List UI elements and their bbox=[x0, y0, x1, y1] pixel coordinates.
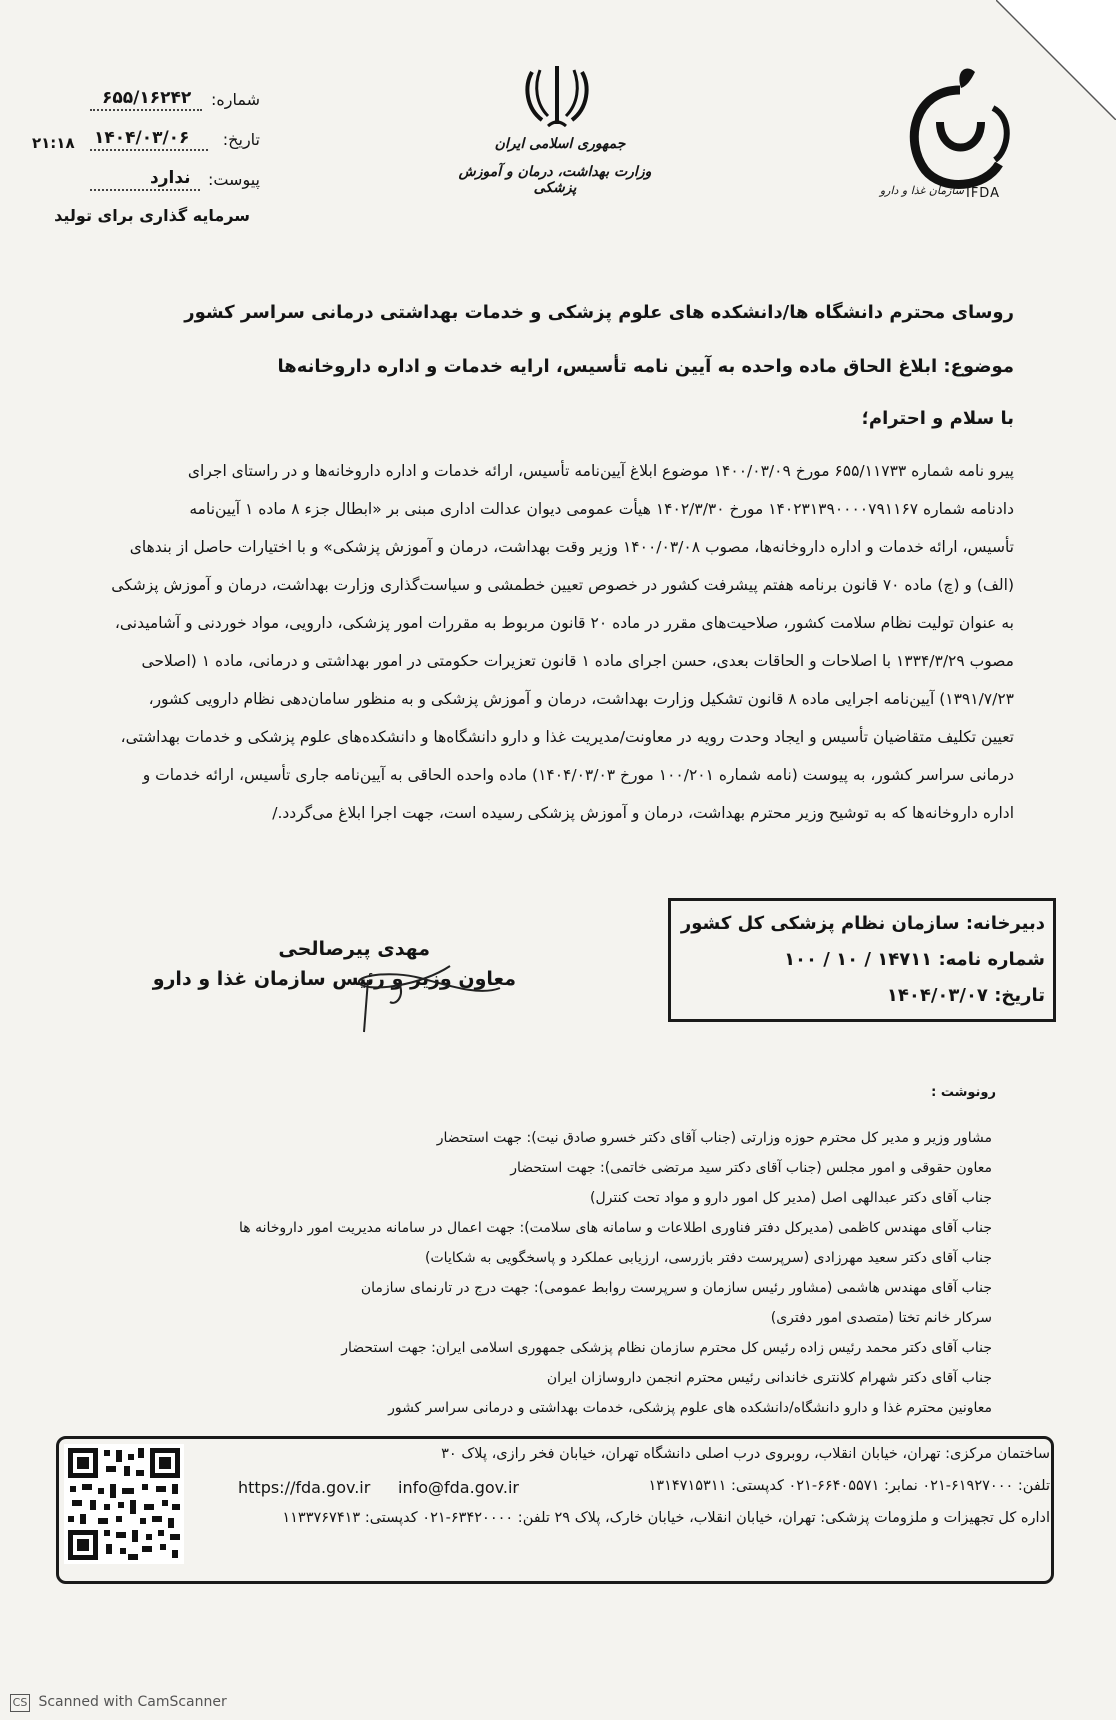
stamp-secretariat: دبیرخانه: سازمان نظام پزشکی کل کشور bbox=[680, 913, 1045, 934]
footer-contact: تلفن: ۶۱۹۲۷۰۰۰-۰۲۱ نمابر: ۶۶۴۰۵۵۷۱-۰۲۱ کدپستی: ۱۳۱۴۷۱۵۳۱۱ bbox=[648, 1478, 1050, 1494]
camscanner-text: Scanned with CamScanner bbox=[38, 1694, 227, 1710]
greeting-line: با سلام و احترام؛ bbox=[861, 408, 1014, 429]
letter-date-row bbox=[90, 126, 260, 158]
body-line: دادنامه شماره ۱۴۰۲۳۱۳۹۰۰۰۰۷۹۱۱۶۷ مورخ ۱۴۰۲/۳/۳۰ هیأت عمومی دیوان عدالت اداری مبنی بر «ابطال جزء ۸ ماده ۱ آیین‌نامه bbox=[189, 500, 1014, 518]
letter-date-label: تاریخ: bbox=[222, 130, 260, 149]
body-line: پیرو نامه شماره ۶۵۵/۱۱۷۳۳ مورخ ۱۴۰۰/۰۳/۰۹ موضوع ابلاغ آیین‌نامه تأسیس، ارائه خدمات و اداره داروخانه‌ها و در راستای اجرای bbox=[187, 462, 1014, 480]
cc-title: رونوشت : bbox=[931, 1085, 996, 1100]
subject-line: موضوع: ابلاغ الحاق ماده واحده به آیین نامه تأسیس، ارایه خدمات و اداره داروخانه‌ها bbox=[277, 356, 1014, 377]
attachment-label: پیوست: bbox=[207, 170, 260, 189]
attachment-row bbox=[90, 166, 260, 198]
letter-number-value: ۶۵۵/۱۶۲۴۲ bbox=[102, 88, 192, 108]
body-line: به عنوان تولیت نظام سلامت کشور، صلاحیت‌های مقرر در ماده ۲۰ قانون مربوط به مقررات امور پزشکی، دارویی، مواد خوردنی و آشامیدنی، bbox=[114, 614, 1014, 632]
handwritten-signature-icon bbox=[300, 926, 540, 1036]
signer-name: مهدی پیرصالحی bbox=[278, 938, 430, 960]
footer-website-link[interactable]: https://fda.gov.ir bbox=[238, 1478, 371, 1497]
letter-date-value: ۱۴۰۴/۰۳/۰۶ bbox=[94, 128, 190, 148]
body-line: (الف) و (چ) ماده ۷۰ قانون برنامه هفتم پیشرفت کشور در خصوص تعیین خطمشی و سیاست‌گذاری وزارت بهداشت، درمان و آموزش پزشکی bbox=[111, 576, 1014, 594]
qr-code-icon bbox=[64, 1444, 184, 1564]
cc-item: جناب آقای دکتر سعید مهرزادی (سرپرست دفتر بازرسی، ارزیابی عملکرد و پاسخگویی به شکایات) bbox=[425, 1250, 992, 1266]
body-line: مصوب ۱۳۳۴/۳/۲۹ با اصلاحات و الحاقات بعدی، حسن اجرای ماده ۱ قانون تعزیرات حکومتی در امور بهداشتی و درمانی، ماده ۱ (اصلاحی bbox=[141, 652, 1014, 670]
cc-item: جناب آقای مهندس کاظمی (مدیرکل دفتر فناوری اطلاعات و سامانه های سلامت): جهت اعمال در سامانه مدیریت امور داروخانه ها bbox=[239, 1220, 992, 1236]
cc-item: مشاور وزیر و مدیر کل محترم حوزه وزارتی (جناب آقای دکتر خسرو صادق نیت): جهت استحضار bbox=[436, 1130, 992, 1146]
body-line: ۱۳۹۱/۷/۲۳) آیین‌نامه اجرایی ماده ۸ قانون تشکیل وزارت بهداشت، درمان و آموزش پزشکی و به منظور سامان‌دهی نظام دارویی کشور، bbox=[148, 690, 1014, 708]
secretariat-stamp bbox=[668, 898, 1056, 1022]
body-line: تأسیس، ارائه خدمات و اداره داروخانه‌ها، مصوب ۱۴۰۰/۰۳/۰۸ وزیر وقت بهداشت، درمان و آموزش پزشکی» و با اختیارات حاصل از بندهای bbox=[129, 538, 1014, 556]
footer-email-link[interactable]: info@fda.gov.ir bbox=[398, 1478, 519, 1497]
cc-item: معاون حقوقی و امور مجلس (جناب آقای دکتر سید مرتضی خاتمی): جهت استحضار bbox=[510, 1160, 992, 1176]
dotted-underline bbox=[90, 188, 200, 191]
footer-address: ساختمان مرکزی: تهران، خیابان انقلاب، روبروی درب اصلی دانشگاه تهران، خیابان فخر رازی، پلاک ۳۰ bbox=[441, 1446, 1050, 1462]
body-line: درمانی سراسر کشور، به پیوست (نامه شماره ۱۰۰/۲۰۱ مورخ ۱۴۰۴/۰۳/۰۳) ماده واحده الحاقی به آیین‌نامه جاری تأسیس، ارائه خدمات و bbox=[142, 766, 1014, 784]
ifda-caption: سازمان غذا و دارو bbox=[879, 184, 964, 197]
cc-item: جناب آقای دکتر عبدالهی اصل (مدیر کل امور دارو و مواد تحت کنترل) bbox=[590, 1190, 992, 1206]
cc-item: معاونین محترم غذا و دارو دانشگاه/دانشکده های علوم پزشکی، خدمات بهداشتی و درمانی سراسر کشور bbox=[388, 1400, 992, 1416]
body-line: اداره داروخانه‌ها که به توشیح وزیر محترم بهداشت، درمان و آموزش پزشکی رسیده است، جهت اجرا ابلاغ می‌گردد./ bbox=[272, 804, 1014, 822]
letter-number-label: شماره: bbox=[210, 90, 260, 109]
dotted-underline bbox=[90, 108, 202, 111]
camscanner-watermark bbox=[10, 1694, 227, 1712]
cc-item: جناب آقای دکتر محمد رئیس زاده رئیس کل محترم سازمان نظام پزشکی جمهوری اسلامی ایران: جهت استحضار bbox=[341, 1340, 992, 1356]
recipient-line: روسای محترم دانشگاه ها/دانشکده های علوم پزشکی و خدمات بهداشتی درمانی سراسر کشور bbox=[184, 302, 1014, 323]
cc-item: سرکار خانم تختا (متصدی امور دفتری) bbox=[770, 1310, 992, 1326]
cc-item: جناب آقای مهندس هاشمی (مشاور رئیس سازمان و سرپرست روابط عمومی): جهت درج در تارنمای سازمان bbox=[360, 1280, 992, 1296]
dotted-underline bbox=[90, 148, 208, 151]
body-line: تعیین تکلیف متقاضیان تأسیس و ایجاد وحدت رویه در معاونت/مدیریت غذا و دارو دانشگاه‌ها و دانشکده‌های علوم پزشکی و خدمات بهداشتی، bbox=[120, 728, 1014, 746]
ifda-logo-icon bbox=[895, 60, 1025, 200]
attachment-value: ندارد bbox=[150, 168, 191, 188]
ministry-name: وزارت بهداشت، درمان و آموزش پزشکی bbox=[458, 164, 652, 196]
stamp-date: تاریخ: ۱۴۰۴/۰۳/۰۷ bbox=[886, 985, 1045, 1006]
republic-name: جمهوری اسلامی ایران bbox=[494, 136, 626, 152]
stamp-letter-number: شماره نامه: ۱۴۷۱۱ / ۱۰ / ۱۰۰ bbox=[784, 949, 1045, 970]
slogan-line: سرمایه گذاری برای تولید bbox=[54, 206, 250, 225]
footer-equipment-office: اداره کل تجهیزات و ملزومات پزشکی: تهران، خیابان انقلاب، خیابان خارک، پلاک ۲۹ تلفن: ۶۳۴۲۰۰۰۰-۰۲۱ کدپستی: ۱۱۳۳۷۶۷۴۱۳ bbox=[282, 1510, 1050, 1526]
letter-time-value: ۲۱:۱۸ bbox=[32, 134, 75, 152]
cc-item: جناب آقای دکتر شهرام کلانتری خاندانی رئیس محترم انجمن داروسازان ایران bbox=[546, 1370, 992, 1386]
signer-title: معاون وزیر و رئیس سازمان غذا و دارو bbox=[152, 968, 516, 990]
camscanner-logo-icon: CS bbox=[10, 1694, 30, 1712]
letter-number-row bbox=[90, 86, 260, 118]
ifda-text: IFDA bbox=[966, 186, 1000, 201]
iran-emblem-icon bbox=[522, 64, 592, 130]
